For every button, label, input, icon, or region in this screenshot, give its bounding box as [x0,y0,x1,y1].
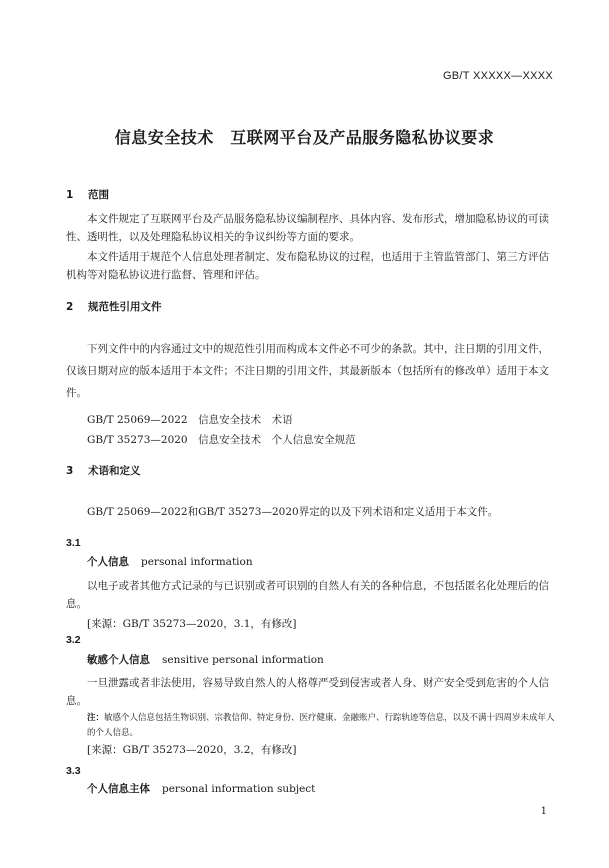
section-3-heading [66,463,141,478]
term-3-2-note [87,711,559,741]
section-2-paragraph: 下列文件中的内容通过文中的规范性引用而构成本文件必不可少的条款。其中，注日期的引用文件，仅该日期对应的版本适用于本文件；不注日期的引用文件，其最新版本（包括所有的修改单）适用于本文件。 [66,343,549,399]
term-3-2-english: sensitive personal information [162,654,324,666]
section-1-paragraph-1: 本文件规定了互联网平台及产品服务隐私协议编制程序、具体内容、发布形式，增加隐私协议的可读性、透明性，以及处理隐私协议相关的争议纠纷等方面的要求。 [66,213,549,243]
note-text: 敏感个人信息包括生物识别、宗教信仰、特定身份、医疗健康、金融账户、行踪轨迹等信息，以及不满十四周岁未成年人的个人信息。 [87,713,555,738]
document-title: 信息安全技术 互联网平台及产品服务隐私协议要求 [114,128,495,147]
section-3-title: 术语和定义 [88,465,141,477]
section-1-heading [66,187,109,202]
section-2-heading [66,299,162,314]
normative-reference-1: GB/T 25069—2022 信息安全技术 术语 [87,414,293,426]
page-number: 1 [540,806,547,817]
term-3-2-source: [来源：GB/T 35273—2020，3.2，有修改] [87,744,297,756]
term-3-1-source: [来源：GB/T 35273—2020，3.1，有修改] [87,618,297,630]
section-1-number: 1 [66,189,74,201]
section-2-number: 2 [66,301,74,313]
note-label: 注： [87,713,105,723]
term-3-1-number: 3.1 [66,537,81,549]
term-3-3-chinese: 个人信息主体 [87,783,150,795]
normative-reference-2: GB/T 35273—2020 信息安全技术 个人信息安全规范 [87,434,356,446]
term-3-1-chinese: 个人信息 [87,556,129,568]
section-1-paragraph-2: 本文件适用于规范个人信息处理者制定、发布隐私协议的过程，也适用于主管监管部门、第三方评估机构等对隐私协议进行监督、管理和评估。 [66,251,549,281]
section-2-title: 规范性引用文件 [88,301,162,313]
term-3-3-number: 3.3 [66,765,81,777]
term-3-2-chinese: 敏感个人信息 [87,654,150,666]
term-3-1-heading [87,554,253,569]
term-3-1-english: personal information [141,556,253,568]
term-3-2-definition: 一旦泄露或者非法使用，容易导致自然人的人格尊严受到侵害或者人身、财产安全受到危害的个人信息。 [66,677,549,707]
term-3-2-heading [87,652,324,667]
term-3-3-english: personal information subject [162,783,316,795]
section-1-title: 范围 [88,189,109,201]
term-3-3-heading [87,781,315,796]
section-3-number: 3 [66,465,74,477]
term-3-1-definition: 以电子或者其他方式记录的与已识别或者可识别的自然人有关的各种信息，不包括匿名化处理后的信息。 [66,580,549,610]
document-code: GB/T XXXXX—XXXX [442,70,553,82]
term-3-2-number: 3.2 [66,634,81,646]
section-3-intro: GB/T 25069—2022和GB/T 35273—2020界定的以及下列术语和定义适用于本文件。 [87,506,499,518]
